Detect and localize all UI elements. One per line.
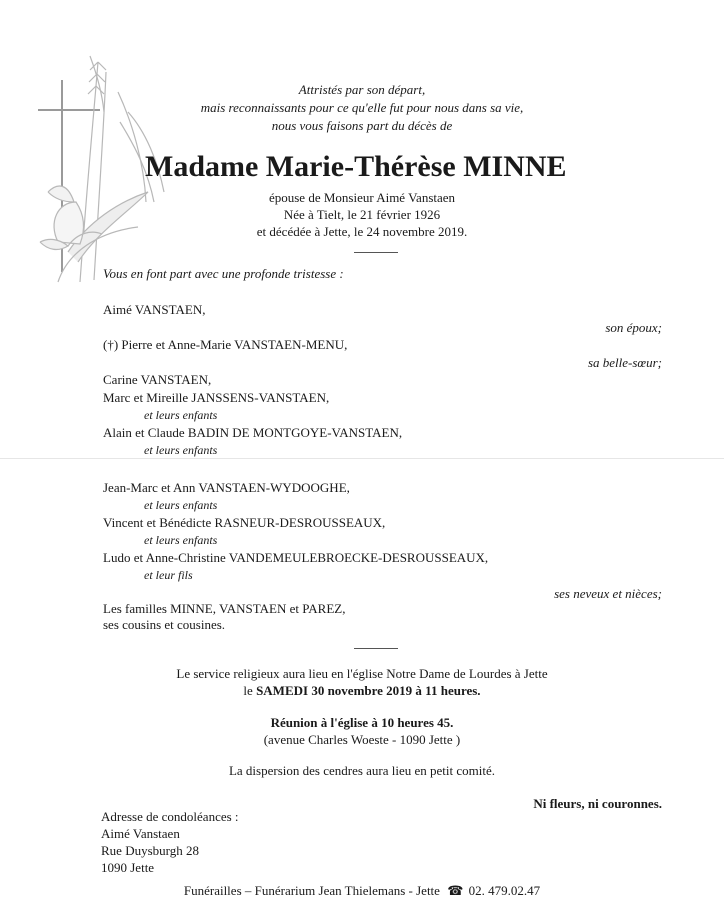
no-flowers-line: Ni fleurs, ni couronnes. (533, 796, 662, 811)
family-line-janssens: Marc et Mireille JANSSENS-VANSTAEN, (103, 390, 330, 405)
ashes-line: La dispersion des cendres aura lieu en petit comité. (228, 763, 496, 778)
nephews-role: ses neveux et nièces; (554, 586, 662, 601)
footer (0, 883, 724, 899)
condolences-title: Adresse de condoléances : (101, 809, 239, 824)
family-children-3: et leurs enfants (144, 498, 218, 512)
service-date-prefix: le (243, 683, 253, 698)
footer-text: Funérailles – Funérarium Jean Thielemans - Jette (183, 883, 440, 898)
sister-in-law-name: (†) Pierre et Anne-Marie VANSTAEN-MENU, (103, 337, 348, 352)
family-line-carine: Carine VANSTAEN, (103, 372, 212, 387)
telephone-icon: ☎ (447, 883, 464, 898)
family-line-rasneur: Vincent et Bénédicte RASNEUR-DESROUSSEAUX, (103, 515, 386, 530)
spouse-role: son époux; (605, 320, 662, 335)
service-line-2 (0, 683, 724, 699)
cousins-line: ses cousins et cousines. (103, 617, 226, 632)
family-children-5: et leur fils (144, 568, 193, 582)
intro-line-1: Attristés par son départ, (298, 82, 426, 97)
condolences-street: Rue Duysburgh 28 (101, 843, 199, 858)
condolences-city: 1090 Jette (101, 860, 155, 875)
condolences-name: Aimé Vanstaen (101, 826, 180, 841)
family-line-wydooghe: Jean-Marc et Ann VANSTAEN-WYDOOGHE, (103, 480, 350, 495)
intro-line-3: nous vous faisons part du décès de (271, 118, 453, 133)
service-date: SAMEDI 30 novembre 2019 à 11 heures. (256, 683, 481, 698)
spouse-name: Aimé VANSTAEN, (103, 302, 206, 317)
family-line-ludo: Ludo et Anne-Christine VANDEMEULEBROECKE-DESROUSSEAUX, (103, 550, 489, 565)
families-line: Les familles MINNE, VANSTAEN et PAREZ, (103, 601, 346, 616)
deceased-name: Madame Marie-Thérèse MINNE (145, 150, 567, 183)
death-line: et décédée à Jette, le 24 novembre 2019. (256, 224, 468, 239)
family-children-1: et leurs enfants (144, 408, 218, 422)
footer-phone: 02. 479.02.47 (468, 883, 541, 898)
meeting-line: Réunion à l'église à 10 heures 45. (270, 715, 454, 730)
intro-line-2: mais reconnaissants pour ce qu'elle fut pour nous dans sa vie, (200, 100, 524, 115)
announce-line: Vous en font part avec une profonde tristesse : (103, 266, 344, 281)
divider-1 (354, 252, 398, 253)
sister-in-law-role: sa belle-sœur; (587, 355, 662, 370)
birth-line: Née à Tielt, le 21 février 1926 (283, 207, 441, 222)
family-line-badin: Alain et Claude BADIN DE MONTGOYE-VANSTAEN, (103, 425, 403, 440)
paper-fold-line (0, 458, 724, 459)
service-line-1: Le service religieux aura lieu en l'église Notre Dame de Lourdes à Jette (176, 666, 548, 681)
divider-2 (354, 648, 398, 649)
family-children-2: et leurs enfants (144, 443, 218, 457)
family-children-4: et leurs enfants (144, 533, 218, 547)
church-address: (avenue Charles Woeste - 1090 Jette ) (263, 732, 461, 747)
spouse-line: épouse de Monsieur Aimé Vanstaen (268, 190, 456, 205)
